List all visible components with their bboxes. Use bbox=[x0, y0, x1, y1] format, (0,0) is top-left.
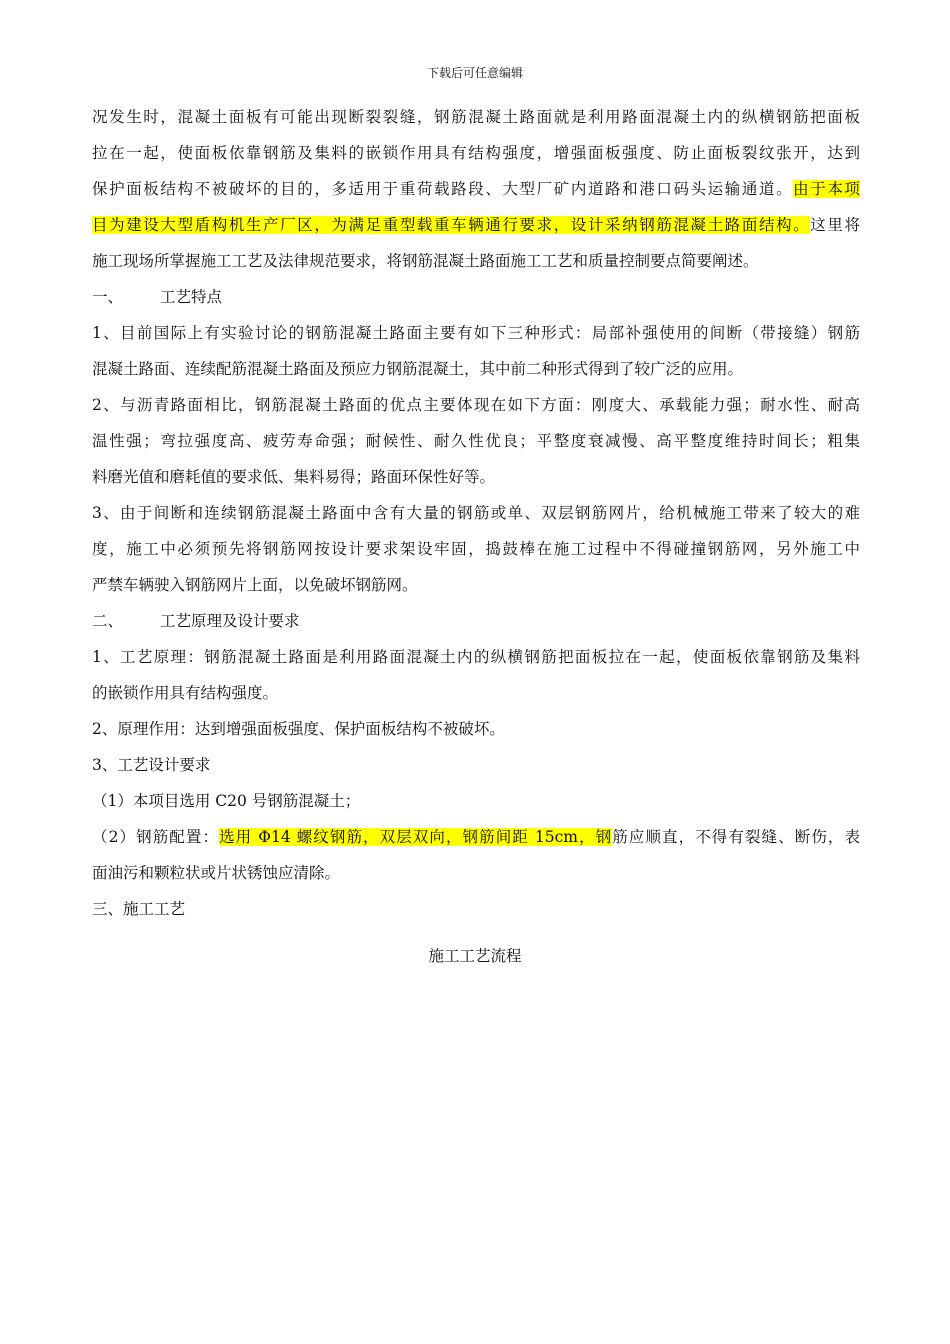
text-line: 2、与沥青路面相比，钢筋混凝土路面的优点主要体现在如下方面：刚度大、承载能力强；耐水性、耐高 bbox=[92, 396, 860, 414]
intro-paragraph bbox=[92, 99, 860, 279]
text-span: 筋应顺直，不得有裂缝、断伤，表 bbox=[612, 828, 860, 846]
text-line: 混凝土路面、连续配筋混凝土路面及预应力钢筋混凝土，其中前二种形式得到了较广泛的应用。 bbox=[92, 360, 744, 378]
text-span: （2）钢筋配置： bbox=[92, 828, 220, 846]
section2-paragraph-3: 3、工艺设计要求 bbox=[92, 756, 211, 774]
design-item-2 bbox=[92, 819, 860, 891]
section1-paragraph-1 bbox=[92, 315, 860, 387]
text-line: 的嵌锁作用具有结构强度。 bbox=[92, 684, 279, 702]
document-body bbox=[92, 99, 860, 927]
section-title: 工艺特点 bbox=[160, 288, 223, 306]
section-number: 二、 bbox=[92, 612, 124, 630]
section1-paragraph-3 bbox=[92, 495, 860, 603]
flow-chart-title: 施工工艺流程 bbox=[428, 947, 522, 965]
section-number: 一、 bbox=[92, 288, 124, 306]
design-item-1: （1）本项目选用 C20 号钢筋混凝土； bbox=[92, 792, 361, 810]
page-header: 下载后可任意编辑 bbox=[426, 66, 523, 80]
intro-line-2: 拉在一起，使面板依靠钢筋及集料的嵌锁作用具有结构强度，增强面板强度、防止面板裂纹张开，达到 bbox=[92, 144, 860, 162]
intro-line-4-text: 这里将 bbox=[810, 216, 860, 234]
intro-line-4 bbox=[92, 207, 860, 243]
section-heading-3: 三、施工工艺 bbox=[92, 900, 186, 918]
text-line: 料磨光值和磨耗值的要求低、集料易得；路面环保性好等。 bbox=[92, 468, 496, 486]
text-line: 温性强；弯拉强度高、疲劳寿命强；耐候性、耐久性优良；平整度衰减慢、高平整度维持时间长；粗集 bbox=[92, 432, 860, 450]
design-item-2-line-2: 面油污和颗粒状或片状锈蚀应清除。 bbox=[92, 864, 341, 882]
intro-line-3-text: 保护面板结构不被破坏的目的，多适用于重荷载路段、大型厂矿内道路和港口码头运输通道。 bbox=[92, 180, 794, 198]
section2-paragraph-1 bbox=[92, 639, 860, 711]
text-line: 1、目前国际上有实验讨论的钢筋混凝土路面主要有如下三种形式：局部补强使用的间断（带接缝）钢筋 bbox=[92, 324, 860, 342]
highlight-text: 目为建设大型盾构机生产厂区，为满足重型载重车辆通行要求，设计采纳钢筋混凝土路面结构。 bbox=[92, 216, 811, 234]
section1-paragraph-2 bbox=[92, 387, 860, 495]
design-item-2-line-1 bbox=[92, 819, 860, 855]
intro-line-1: 况发生时，混凝土面板有可能出现断裂裂缝，钢筋混凝土路面就是利用路面混凝土内的纵横钢筋把面板 bbox=[92, 108, 860, 126]
highlight-text: 由于本项 bbox=[793, 180, 860, 198]
text-line: 严禁车辆驶入钢筋网片上面，以免破坏钢筋网。 bbox=[92, 576, 418, 594]
highlight-text: 选用 Φ14 螺纹钢筋，双层双向，钢筋间距 15cm，钢 bbox=[219, 828, 613, 846]
text-line: 3、由于间断和连续钢筋混凝土路面中含有大量的钢筋或单、双层钢筋网片，给机械施工带来了较大的难 bbox=[92, 504, 860, 522]
intro-line-5: 施工现场所掌握施工工艺及法律规范要求，将钢筋混凝土路面施工工艺和质量控制要点简要阐述。 bbox=[92, 252, 759, 270]
intro-line-3 bbox=[92, 171, 860, 207]
section-title: 工艺原理及设计要求 bbox=[160, 612, 300, 630]
section2-paragraph-2: 2、原理作用：达到增强面板强度、保护面板结构不被破坏。 bbox=[92, 720, 505, 738]
text-line: 1、工艺原理：钢筋混凝土路面是利用路面混凝土内的纵横钢筋把面板拉在一起，使面板依靠钢筋及集料 bbox=[92, 648, 860, 666]
section-heading-1 bbox=[92, 279, 860, 315]
text-line: 度，施工中必须预先将钢筋网按设计要求架设牢固，捣鼓棒在施工过程中不得碰撞钢筋网，另外施工中 bbox=[92, 540, 860, 558]
section-heading-2 bbox=[92, 603, 860, 639]
